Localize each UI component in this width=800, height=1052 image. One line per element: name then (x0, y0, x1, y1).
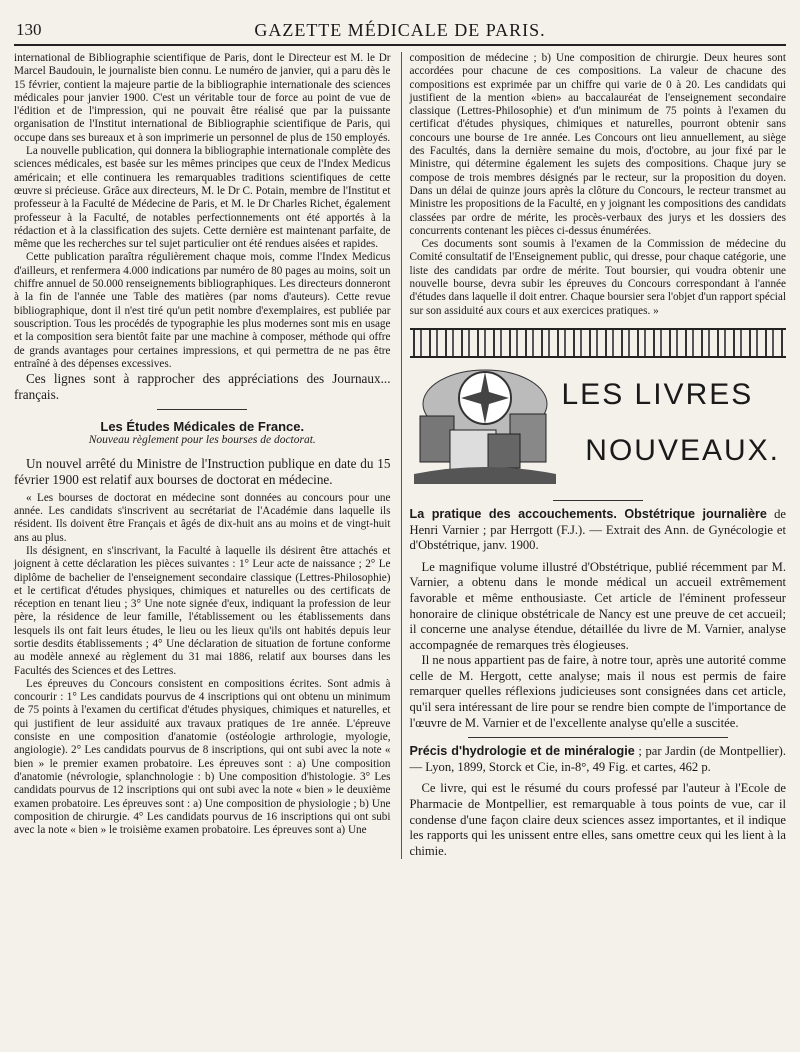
book-title: La pratique des accouchements. Obstétrique journalière (409, 506, 767, 521)
book-heading (410, 507, 787, 554)
divider (553, 500, 643, 501)
paragraph: Cette publication paraîtra régulièrement chaque mois, comme l'Index Medicus d'ailleurs, et renfermera 4.000 indications par numéro de 80 pages au moins, soit un chiffre annuel de 50.000 renseignements bibliographiques. Les directeurs donneront à la fin de l'année une Table des matières (par noms d'auteurs). Cette revue bibliographique, dont il n'est tiré qu'un petit nombre d'exemplaires, est publiée par souscription. Tous les procédés de typographie les plus modernes sont mis en usage et la composition sera bientôt faite par une machine à composer, méthode qui offre de grands avantages pour certaines impressions, et qui permettra de ne pas être entraîné à des dépenses excessives. (14, 251, 391, 370)
journal-title: GAZETTE MÉDICALE DE PARIS. (254, 20, 546, 40)
paragraph: « Les bourses de doctorat en médecine sont données au concours pour une année. Les candidats s'inscrivent au secrétariat de l'Académie dans laquelle ils résident. Ils doivent être Français et âgés de dix-huit ans au moins et de vingt-huit ans au plus. (14, 491, 391, 544)
book-entry (410, 507, 787, 731)
book-heading (410, 744, 787, 775)
left-column (14, 52, 391, 859)
section-subtitle: Nouveau règlement pour les bourses de doctorat. (88, 434, 316, 447)
books-banner (410, 364, 787, 494)
paragraph: international de Bibliographie scientifique de Paris, dont le Directeur est M. le Dr Marcel Baudouin, le journaliste bien connu. Le numéro de janvier, qui a paru dès le 15 février, contient la majeure partie de la bibliographie internationale des sciences médicales pour janvier 1900. C'est un véritable tour de force au point de vue de l'édition et de l'impression, qui ne pouvait être réalisé que par la puissante organisation de l'Institut international de Bibliographie scientifique de Paris, qui occupe dans ses bureaux et à son imprimerie un personnel de plus de 150 employés. (14, 52, 391, 144)
paragraph: Ce livre, qui est le résumé du cours professé par l'auteur à l'Ecole de Pharmacie de Montpellier, est remarquable à tous points de vue, car il condense d'une façon claire deux sciences assez importantes, et il indique les rapports qui les unissent entre elles, sans omettre ceux qui les lient à la chimie. (409, 781, 786, 858)
books-illustration-icon (410, 364, 560, 492)
banner-title-line1: LES LIVRES (561, 377, 754, 411)
paragraph: Un nouvel arrêté du Ministre de l'Instruction publique en date du 15 février 1900 est relatif aux bourses de doctorat en médecine. (14, 455, 391, 487)
banner-title-line2: NOUVEAUX. (585, 433, 780, 467)
book-entry (410, 744, 787, 859)
book-reference: ; par Jardin (de Montpellier). — Lyon, 1899, Storck et Cie, in-8°, 49 Fig. et cartes, 462 p. (409, 744, 787, 774)
columns (14, 52, 786, 859)
divider (468, 737, 728, 738)
right-column (401, 52, 787, 859)
paragraph: Ils désignent, en s'inscrivant, la Faculté à laquelle ils désirent être attachés et joignent à cette déclaration les pièces suivantes : 1° Leur acte de naissance ; 2° Le diplôme de bachelier de l'enseignement secondaire classique (Lettres-Philosophie) et le certificat d'études physiques, chimiques et naturelles ou des certificats de réception en tenant lieu ; 3° Une note signée d'eux, indiquant la profession de leur père, la résidence de leur famille, l'établissement ou les établissements dans lesquels ils ont fait leurs études, le lieu ou les lieux qu'ils ont habités depuis leur sortie desdits établissements ; 4° Une déclaration de situation de fortune conforme au modèle annexé au règlement du 31 mai 1886, relatif aux bourses dans les Facultés des Sciences et des Lettres. (14, 544, 391, 677)
section-title: Les Études Médicales de France. (100, 419, 305, 435)
paragraph: Il ne nous appartient pas de faire, à notre tour, après une autorité comme celle de M. Hergott, cette analyse; mais il nous est permis de faire remarquer quelles réflexions judicieuses sont consignées dans cet article, qu'il sera intéressant de lire pour se rendre bien compte de l'importance de l'œuvre de M. Varnier et de l'excellente analyse qu'elle a suscitée. (409, 653, 786, 730)
paragraph: Les épreuves du Concours consistent en compositions écrites. Sont admis à concourir : 1° Les candidats pourvus de 4 inscriptions qui ont obtenu un minimum de 75 points à l'examen du certificat d'études physiques, chimiques et naturelles, et qui justifient de leur assiduité aux travaux pratiques de 1re année. L'épreuve consiste en une composition d'anatomie (ostéologie arthrologie, myologie, angiologie). 2° Les candidats pourvus de 8 inscriptions, qui ont subi avec la note « bien » le premier examen probatoire. Les épreuves sont : a) Une composition d'anatomie (névrologie, splanchnologie : b) Une composition d'histologie. 3° Les candidats pourvus de 12 inscriptions qui ont subi avec la note « bien » le deuxième examen probatoire. Les épreuves sont : a) Une composition de physiologie ; b) Une composition de chirurgie. 4° Les candidats pourvus de 16 inscriptions qui ont subi avec la note « bien » le troisième examen probatoire. Les épreuves sont a) Une (14, 677, 391, 837)
page-number: 130 (16, 20, 42, 39)
page-header (14, 14, 786, 46)
paragraph: composition de médecine ; b) Une composition de chirurgie. Deux heures sont accordées pour chacune de ces compositions. La valeur de chacune des compositions est exprimée par un chiffre qui varie de 0 à 20. Les candidats qui justifient de la mention «bien» au baccalauréat de l'enseignement secondaire classique (Lettres-Philosophie) et d'un minimum de 75 points à l'examen du certificat d'études physiques, chimiques et naturelles, pourront obtenir sans concours une bourse de 1re année. Les Concours ont lieu annuellement, au siège des Facultés, dans la dernière semaine du mois, d'octobre, au jour fixé par le Ministre, qui détermine également les sujets des compositions. Chaque jury se compose de trois membres désignés par le recteur, sur la proposition du doyen. Dans un délai de quinze jours après la clôture du Concours, le recteur transmet au Ministre les propositions de la Faculté, en y joignant les compositions des candidats classées par ordre de mérite, les procès-verbaux des jurys et les dossiers des concurrents contenant les pièces ci-dessus énumérées. (409, 52, 786, 237)
divider (157, 409, 247, 410)
ornamental-border (410, 328, 787, 358)
paragraph: Le magnifique volume illustré d'Obstétrique, publié récemment par M. Varnier, a obtenu dans le monde médical un accueil extrêmement favorable et même enthousiaste. Cet article de l'éminent professeur honoraire de clinique obstétricale de Nancy est une preuve de cet accueil; il concerne une analyse étendue, détaillée du livre de M. Varnier, analyse accompagnée de remarques très élogieuses. (409, 559, 786, 652)
paragraph: Ces documents sont soumis à l'examen de la Commission de médecine du Comité consultatif de l'Enseignement public, qui dresse, pour chaque catégorie, une liste des candidats par ordre de mérite. Tout boursier, qui voudra obtenir une nouvelle bourse, devra subir les épreuves du Concours correspondant à l'année d'études dans laquelle il doit entrer. Chaque boursier sera l'objet d'un rapport spécial sur son assiduité aux cours et aux exercices pratiques. » (409, 238, 786, 317)
book-title: Précis d'hydrologie et de minéralogie (409, 744, 635, 759)
book-reference: de Henri Varnier ; par Herrgott (F.J.). — Extrait des Ann. de Gynécologie et d'Obstétrique, janv. 1900. (409, 506, 786, 553)
paragraph: La nouvelle publication, qui donnera la bibliographie internationale complète des sciences médicales, est basée sur les mêmes principes que ceux de l'Index Medicus américain; et elle continuera les remarquables traditions scientifiques de cette œuvre si précieuse. Grâce aux directeurs, M. le Dr C. Potain, membre de l'Institut et professeur à la Faculté de Médecine de Paris, et M. le Dr Charles Richet, également professeur à la Faculté, de notables perfectionnements ont été apportés à la rédaction et à la classification des sujets. Cette dernière est maintenant parfaite, de même que les recherches sur tel sujet particulier ont été rendues aisées et rapides. (14, 145, 391, 251)
paragraph: Ces lignes sont à rapprocher des appréciations des Journaux... français. (14, 371, 391, 403)
